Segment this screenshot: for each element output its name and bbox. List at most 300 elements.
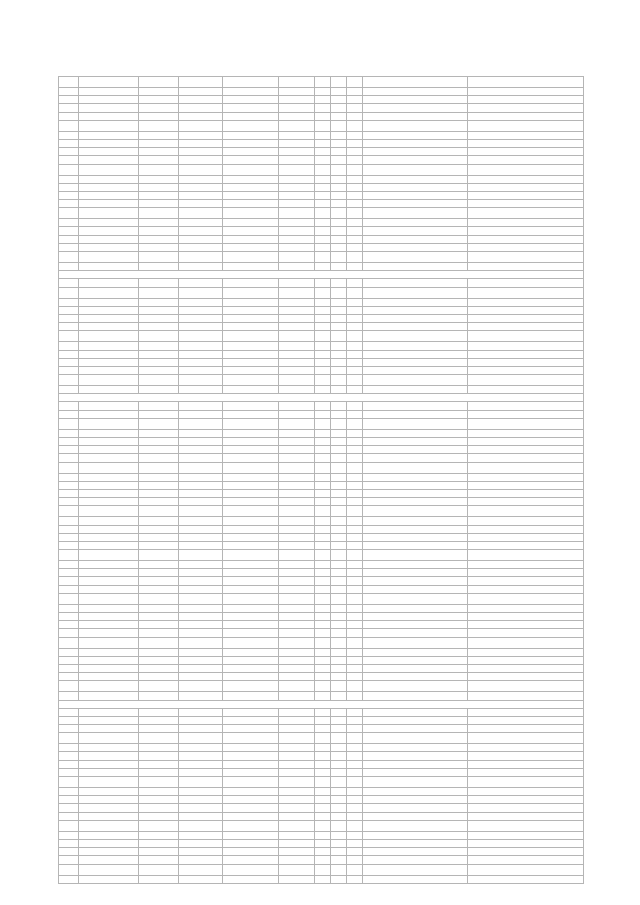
table-cell [363,839,468,847]
table-cell [223,831,279,839]
table-cell [347,208,363,219]
table-cell [79,112,139,120]
table-cell [279,533,315,541]
table-row [59,429,584,437]
table-cell [315,243,331,251]
table-cell [223,200,279,208]
table-cell [79,525,139,533]
table-cell [315,156,331,164]
table-cell [347,848,363,856]
table-cell [331,629,347,637]
table-cell [279,541,315,549]
table-cell [331,796,347,804]
table-cell [315,175,331,183]
table-cell [279,88,315,96]
table-cell [315,96,331,104]
table-cell [468,637,584,648]
table-cell [315,831,331,839]
table-cell [79,88,139,96]
table-cell [315,342,331,350]
table-cell [79,656,139,664]
table-cell [223,454,279,462]
table-cell [331,550,347,561]
section-title [59,394,584,402]
table-cell [223,366,279,374]
table-cell [79,104,139,112]
table-cell [331,323,347,331]
table-cell [331,366,347,374]
table-cell [468,848,584,856]
table-cell [363,235,468,243]
table-cell [179,131,223,139]
table-cell [279,112,315,120]
total-cell [79,386,139,394]
table-cell [279,446,315,454]
table-cell [79,418,139,429]
table-cell [363,561,468,569]
table-cell [347,418,363,429]
table-cell [139,462,179,473]
table-cell [179,227,223,235]
table-cell [279,621,315,629]
table-cell [223,235,279,243]
table-cell [79,561,139,569]
table-cell [279,350,315,358]
table-cell [79,139,139,147]
table-cell [468,200,584,208]
table-cell [347,131,363,139]
table-cell [79,648,139,656]
table-cell [347,812,363,820]
table-cell [223,673,279,681]
total-cell [59,263,79,271]
table-cell [347,777,363,788]
table-cell [223,429,279,437]
table-cell [79,777,139,788]
table-cell [79,331,139,342]
table-cell [179,252,223,263]
table-row [59,462,584,473]
table-cell [468,429,584,437]
total-cell [279,875,315,883]
table-cell [468,298,584,306]
table-cell [468,227,584,235]
table-cell [223,768,279,776]
table-cell [347,410,363,418]
table-cell [279,418,315,429]
table-cell [468,156,584,164]
table-cell [59,219,79,227]
table-cell [331,673,347,681]
table-cell [139,183,179,191]
table-cell [279,164,315,175]
table-cell [139,820,179,831]
table-cell [347,164,363,175]
table-cell [315,418,331,429]
table-row [59,446,584,454]
section-header-row [59,700,584,708]
table-cell [59,96,79,104]
table-cell [179,148,223,156]
table-cell [279,366,315,374]
table-cell [315,148,331,156]
table-row [59,541,584,549]
table-cell [59,733,79,744]
table-cell [468,314,584,322]
table-cell [59,820,79,831]
table-row [59,306,584,314]
table-cell [315,252,331,263]
table-cell [363,402,468,410]
table-cell [279,279,315,287]
table-cell [223,648,279,656]
table-cell [179,418,223,429]
table-cell [223,164,279,175]
table-cell [223,812,279,820]
table-cell [363,593,468,604]
table-cell [315,489,331,497]
table-row [59,848,584,856]
table-cell [347,856,363,864]
table-cell [331,96,347,104]
table-cell [223,804,279,812]
total-cell [139,263,179,271]
table-cell [279,77,315,88]
table-cell [59,656,79,664]
table-cell [139,498,179,506]
table-row [59,243,584,251]
table-cell [347,629,363,637]
table-cell [79,462,139,473]
table-row [59,593,584,604]
table-cell [79,856,139,864]
table-cell [363,120,468,131]
table-cell [79,629,139,637]
table-cell [331,577,347,585]
table-cell [223,839,279,847]
table-cell [139,569,179,577]
table-cell [179,473,223,481]
table-cell [139,550,179,561]
table-cell [223,664,279,672]
table-cell [139,517,179,525]
table-cell [468,804,584,812]
table-cell [179,820,223,831]
table-cell [139,777,179,788]
table-cell [468,489,584,497]
table-cell [363,848,468,856]
table-cell [315,331,331,342]
table-cell [347,804,363,812]
table-cell [59,864,79,875]
table-row [59,760,584,768]
total-cell [315,692,331,700]
table-row [59,744,584,752]
table-cell [179,191,223,199]
table-cell [468,481,584,489]
table-cell [279,848,315,856]
table-cell [363,175,468,183]
table-cell [468,820,584,831]
table-cell [223,629,279,637]
table-cell [279,656,315,664]
table-cell [139,708,179,716]
table-row [59,131,584,139]
table-cell [347,673,363,681]
table-cell [279,131,315,139]
table-cell [347,577,363,585]
table-cell [139,760,179,768]
table-cell [468,418,584,429]
table-cell [79,148,139,156]
table-cell [179,279,223,287]
table-cell [315,760,331,768]
table-cell [331,725,347,733]
table-cell [139,446,179,454]
table-cell [223,708,279,716]
table-cell [315,191,331,199]
table-cell [279,760,315,768]
table-cell [179,839,223,847]
table-cell [331,585,347,593]
table-cell [139,418,179,429]
table-cell [223,777,279,788]
table-row [59,637,584,648]
table-cell [363,156,468,164]
table-cell [331,410,347,418]
table-cell [59,648,79,656]
table-cell [279,820,315,831]
total-cell [223,263,279,271]
table-cell [223,446,279,454]
table-cell [468,252,584,263]
table-cell [347,287,363,298]
table-cell [331,200,347,208]
table-cell [315,350,331,358]
table-row [59,489,584,497]
table-cell [363,323,468,331]
table-row [59,139,584,147]
table-cell [347,96,363,104]
table-cell [79,716,139,724]
table-cell [179,716,223,724]
table-cell [363,350,468,358]
table-row [59,418,584,429]
table-cell [331,744,347,752]
table-cell [179,593,223,604]
table-cell [179,613,223,621]
table-cell [347,788,363,796]
table-row [59,104,584,112]
table-cell [347,279,363,287]
table-cell [468,208,584,219]
table-cell [347,323,363,331]
table-row [59,481,584,489]
table-cell [363,298,468,306]
table-cell [223,744,279,752]
table-cell [223,550,279,561]
table-row [59,454,584,462]
table-cell [223,725,279,733]
table-cell [363,533,468,541]
table-cell [179,454,223,462]
table-cell [139,629,179,637]
table-cell [139,454,179,462]
table-cell [279,525,315,533]
table-cell [279,839,315,847]
table-row [59,820,584,831]
table-cell [468,569,584,577]
table-cell [179,342,223,350]
table-cell [139,577,179,585]
table-cell [79,298,139,306]
table-cell [279,306,315,314]
table-cell [223,104,279,112]
table-row [59,533,584,541]
table-cell [347,227,363,235]
table-cell [179,489,223,497]
table-cell [179,848,223,856]
table-cell [347,235,363,243]
table-cell [331,156,347,164]
table-cell [139,541,179,549]
table-cell [347,744,363,752]
total-cell [363,875,468,883]
table-cell [363,342,468,350]
table-cell [363,227,468,235]
table-cell [315,648,331,656]
table-cell [139,613,179,621]
table-cell [279,454,315,462]
table-cell [179,788,223,796]
table-cell [315,864,331,875]
table-cell [315,314,331,322]
table-cell [315,164,331,175]
total-cell [179,386,223,394]
table-cell [363,104,468,112]
table-row [59,235,584,243]
total-cell [223,386,279,394]
table-cell [223,227,279,235]
table-cell [315,462,331,473]
table-cell [139,585,179,593]
table-cell [79,788,139,796]
table-cell [347,561,363,569]
table-cell [279,664,315,672]
total-cell [139,386,179,394]
table-cell [331,525,347,533]
table-cell [363,673,468,681]
table-cell [223,585,279,593]
table-cell [347,498,363,506]
table-cell [79,733,139,744]
table-cell [59,788,79,796]
table-cell [363,438,468,446]
table-cell [331,804,347,812]
table-cell [363,820,468,831]
table-cell [363,454,468,462]
table-cell [331,104,347,112]
table-cell [363,148,468,156]
table-cell [139,366,179,374]
table-cell [59,569,79,577]
table-cell [331,812,347,820]
table-cell [363,429,468,437]
table-cell [59,131,79,139]
table-cell [59,438,79,446]
table-cell [331,219,347,227]
table-cell [315,725,331,733]
table-cell [79,131,139,139]
table-cell [139,473,179,481]
table-cell [223,489,279,497]
table-cell [468,593,584,604]
table-cell [139,243,179,251]
table-cell [331,760,347,768]
table-cell [139,410,179,418]
table-cell [179,733,223,744]
total-cell [331,875,347,883]
table-cell [279,219,315,227]
table-cell [315,375,331,386]
table-cell [179,96,223,104]
table-cell [179,629,223,637]
table-cell [315,812,331,820]
table-row [59,323,584,331]
table-cell [347,306,363,314]
table-cell [315,777,331,788]
table-cell [79,366,139,374]
table-cell [179,429,223,437]
table-row [59,831,584,839]
table-cell [59,77,79,88]
table-cell [331,569,347,577]
table-cell [347,252,363,263]
table-cell [223,314,279,322]
table-cell [223,752,279,760]
table-cell [223,358,279,366]
table-cell [315,279,331,287]
table-cell [468,112,584,120]
table-cell [331,733,347,744]
table-cell [179,744,223,752]
table-cell [331,656,347,664]
table-cell [331,77,347,88]
table-cell [468,148,584,156]
table-cell [223,418,279,429]
table-cell [315,804,331,812]
table-cell [59,462,79,473]
table-cell [59,418,79,429]
table-cell [59,358,79,366]
table-cell [59,585,79,593]
table-row [59,550,584,561]
table-cell [315,120,331,131]
table-cell [363,812,468,820]
total-cell [331,386,347,394]
table-cell [331,148,347,156]
table-cell [347,375,363,386]
table-cell [223,342,279,350]
total-cell [315,386,331,394]
table-cell [363,139,468,147]
total-cell [139,875,179,883]
table-cell [79,725,139,733]
table-row [59,331,584,342]
table-cell [59,252,79,263]
table-cell [179,200,223,208]
table-cell [59,314,79,322]
